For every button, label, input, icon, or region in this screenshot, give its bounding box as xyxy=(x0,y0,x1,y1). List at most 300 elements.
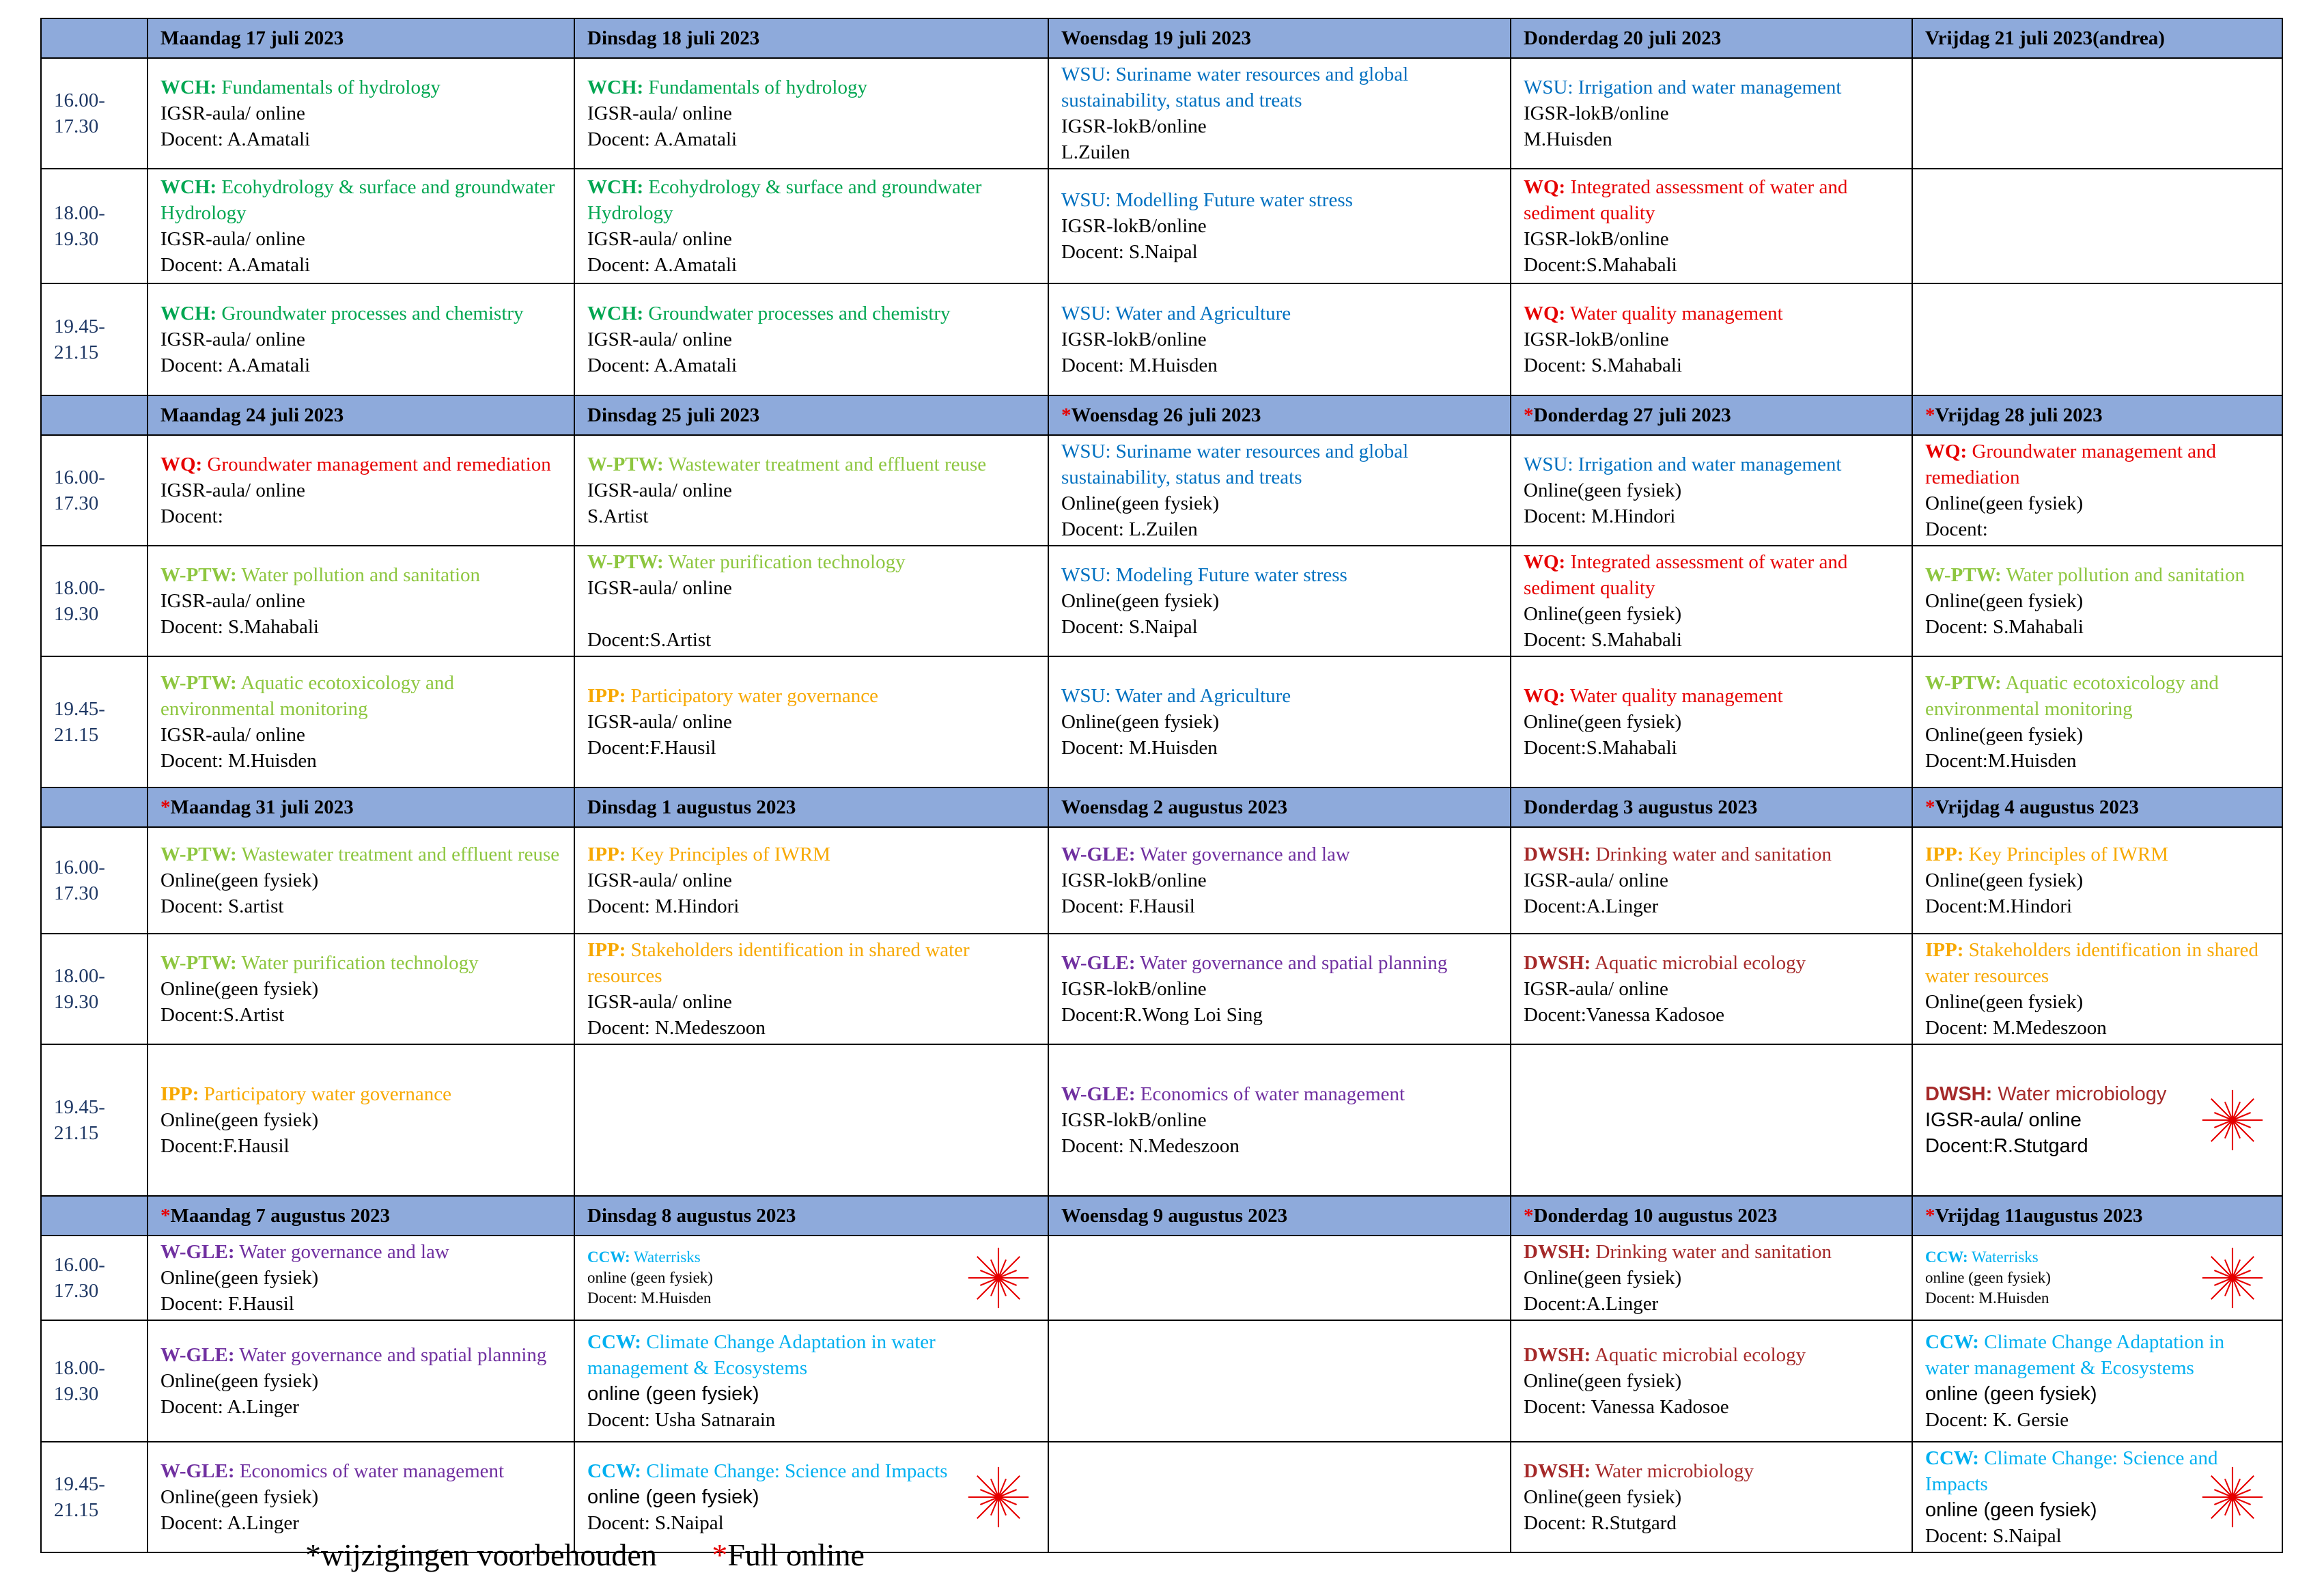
course-code: WQ: xyxy=(1524,685,1566,707)
time-slot-text: 18.00- xyxy=(54,202,105,224)
course-location: IGSR-aula/ online xyxy=(160,590,305,612)
time-slot-text: 16.00- xyxy=(54,466,105,488)
course-title-line xyxy=(1524,950,1899,976)
course-location: IGSR-aula/ online xyxy=(1524,869,1668,891)
course-cell-wednesday xyxy=(1048,1044,1511,1196)
time-slot-cell xyxy=(41,283,148,395)
spacer xyxy=(587,601,1035,627)
course-location: IGSR-lokB/online xyxy=(1061,215,1207,237)
course-cell-friday xyxy=(1912,827,2282,934)
course-docent: Docent: Usha Satnarain xyxy=(587,1409,776,1431)
time-slot-text: 16.00- xyxy=(54,1254,105,1276)
day-label: Woensdag 9 augustus 2023 xyxy=(1061,1205,1288,1227)
course-location: Online(geen fysiek) xyxy=(160,1370,319,1392)
course-cell-wednesday xyxy=(1048,934,1511,1044)
footnote-star: * xyxy=(712,1537,728,1572)
course-location: online (geen fysiek) xyxy=(1925,1499,2097,1521)
course-title-line xyxy=(1524,1239,1899,1265)
course-entry xyxy=(160,451,561,529)
course-location: IGSR-aula/ online xyxy=(587,102,732,124)
day-label: Woensdag 19 juli 2023 xyxy=(1061,27,1251,49)
course-cell-monday xyxy=(148,58,574,169)
day-header-friday xyxy=(1912,395,2282,435)
course-entry xyxy=(1061,950,1498,1028)
course-entry xyxy=(1524,74,1899,152)
day-header-monday xyxy=(148,18,574,58)
course-entry xyxy=(1925,937,2269,1041)
course-location: IGSR-lokB/online xyxy=(1061,869,1207,891)
course-title: WSU: Modeling Future water stress xyxy=(1061,564,1347,586)
course-docent: Docent:A.Linger xyxy=(1524,1293,1659,1315)
course-title: WSU: Modelling Future water stress xyxy=(1061,189,1353,211)
course-cell-monday xyxy=(148,1320,574,1442)
course-title-line xyxy=(160,562,561,588)
course-docent: Docent:S.Mahabali xyxy=(1524,737,1677,759)
course-location: Online(geen fysiek) xyxy=(160,1109,319,1131)
course-docent: Docent: A.Amatali xyxy=(160,254,311,276)
footnote xyxy=(305,1537,865,1573)
course-cell-friday xyxy=(1912,934,2282,1044)
course-code: W-GLE: xyxy=(1061,952,1136,974)
course-location: Online(geen fysiek) xyxy=(1061,492,1220,514)
course-location: IGSR-aula/ online xyxy=(160,329,305,350)
course-title: Waterrisks xyxy=(633,1249,701,1266)
course-title-line xyxy=(1925,937,2269,989)
day-label: Donderdag 20 juli 2023 xyxy=(1524,27,1722,49)
course-cell-tuesday xyxy=(574,546,1048,656)
course-entry xyxy=(1061,187,1498,265)
course-cell-thursday xyxy=(1511,546,1912,656)
time-slot-cell xyxy=(41,1320,148,1442)
time-slot-cell xyxy=(41,934,148,1044)
day-label: Vrijdag 11augustus 2023 xyxy=(1935,1205,2143,1227)
day-header-friday xyxy=(1912,787,2282,827)
day-header-tuesday xyxy=(574,18,1048,58)
course-location: online (geen fysiek) xyxy=(587,1383,759,1405)
course-code: CCW: xyxy=(587,1460,641,1482)
course-title: Integrated assessment of water and sediment quality xyxy=(1524,176,1848,224)
course-docent: Docent: M.Huisden xyxy=(587,1289,712,1307)
course-code: W-PTW: xyxy=(587,454,664,475)
course-code: W-GLE: xyxy=(160,1241,235,1263)
course-entry xyxy=(1925,562,2269,640)
course-docent: Docent: R.Stutgard xyxy=(1524,1512,1677,1534)
week-2-slot-2-row xyxy=(41,546,2282,656)
course-location: IGSR-aula/ online xyxy=(587,329,732,350)
course-location: Online(geen fysiek) xyxy=(1925,590,2084,612)
time-slot-cell xyxy=(41,656,148,787)
course-cell-friday xyxy=(1912,546,2282,656)
course-entry xyxy=(1925,670,2269,774)
time-slot-cell xyxy=(41,58,148,169)
course-location: online (geen fysiek) xyxy=(1925,1269,2051,1286)
course-location: IGSR-aula/ online xyxy=(160,479,305,501)
footnote-online: Full online xyxy=(727,1537,865,1572)
course-title: WSU: Irrigation and water management xyxy=(1524,76,1842,98)
course-docent: Docent: S.Naipal xyxy=(587,1512,724,1534)
course-location: IGSR-aula/ online xyxy=(587,869,732,891)
course-location: IGSR-lokB/online xyxy=(1524,102,1669,124)
day-label: Maandag 7 augustus 2023 xyxy=(170,1205,390,1227)
empty-cell-wednesday xyxy=(1048,1236,1511,1320)
course-docent: Docent: M.Huisden xyxy=(1061,354,1218,376)
course-location: Online(geen fysiek) xyxy=(1925,492,2084,514)
course-title: Participatory water governance xyxy=(204,1083,451,1105)
course-code: IPP: xyxy=(1925,939,1964,961)
empty-cell-wednesday xyxy=(1048,1320,1511,1442)
course-title: Participatory water governance xyxy=(630,685,878,707)
course-entry xyxy=(160,174,561,278)
course-cell-thursday xyxy=(1511,283,1912,395)
day-header-monday xyxy=(148,395,574,435)
course-code: CCW: xyxy=(1925,1249,1968,1266)
course-title-line xyxy=(1524,1342,1899,1368)
day-header-friday xyxy=(1912,1196,2282,1236)
day-header-monday xyxy=(148,787,574,827)
week-1-slot-1-row xyxy=(41,58,2282,169)
time-header-cell xyxy=(41,395,148,435)
course-location: Online(geen fysiek) xyxy=(160,978,319,1000)
course-title: Aquatic microbial ecology xyxy=(1594,952,1806,974)
course-title: Water quality management xyxy=(1569,685,1783,707)
course-cell-wednesday xyxy=(1048,546,1511,656)
empty-cell-thursday xyxy=(1511,1044,1912,1196)
time-slot-text: 18.00- xyxy=(54,1357,105,1379)
course-cell-tuesday xyxy=(574,435,1048,546)
day-label: Donderdag 10 augustus 2023 xyxy=(1533,1205,1778,1227)
week-1-header-row xyxy=(41,18,2282,58)
course-cell-friday xyxy=(1912,1044,2282,1196)
course-cell-friday xyxy=(1912,1236,2282,1320)
course-docent: Docent:S.Mahabali xyxy=(1524,254,1677,276)
course-title-line xyxy=(160,1342,561,1368)
course-cell-tuesday xyxy=(574,58,1048,169)
course-code: DWSH: xyxy=(1524,1241,1591,1263)
course-title-line xyxy=(1524,451,1899,477)
course-docent: Docent:M.Huisden xyxy=(1925,750,2077,772)
course-cell-tuesday xyxy=(574,1442,1048,1552)
course-location: IGSR-aula/ online xyxy=(587,577,732,599)
course-cell-thursday xyxy=(1511,934,1912,1044)
course-title-line xyxy=(1524,174,1899,226)
course-title: Water microbiology xyxy=(1595,1460,1754,1482)
course-entry xyxy=(160,670,561,774)
course-title: Climate Change Adaptation in water management & Ecosystems xyxy=(1925,1331,2225,1379)
course-entry xyxy=(587,301,1035,378)
course-location: IGSR-lokB/online xyxy=(1061,329,1207,350)
empty-cell-friday xyxy=(1912,283,2282,395)
course-cell-thursday xyxy=(1511,1320,1912,1442)
course-code: DWSH: xyxy=(1524,843,1591,865)
week-1-slot-2-row xyxy=(41,169,2282,283)
course-title: Groundwater processes and chemistry xyxy=(221,303,524,324)
course-code: W-PTW: xyxy=(160,564,237,586)
full-online-star-icon xyxy=(2200,1087,2265,1153)
full-online-marker: * xyxy=(1524,1205,1534,1227)
course-title-line xyxy=(1061,950,1498,976)
course-cell-friday xyxy=(1912,1320,2282,1442)
course-title: Water governance and spatial planning xyxy=(1140,952,1448,974)
day-header-monday xyxy=(148,1196,574,1236)
course-title-line xyxy=(1524,841,1899,867)
course-location: online (geen fysiek) xyxy=(1925,1383,2097,1405)
empty-cell-wednesday xyxy=(1048,1442,1511,1552)
course-docent: Docent: A.Amatali xyxy=(587,254,738,276)
course-entry xyxy=(1925,1081,2269,1159)
course-location: Online(geen fysiek) xyxy=(1061,711,1220,733)
course-location: online (geen fysiek) xyxy=(587,1486,759,1508)
course-entry xyxy=(1524,1458,1899,1536)
course-code: WQ: xyxy=(1524,176,1566,198)
day-label: Woensdag 26 juli 2023 xyxy=(1071,404,1261,426)
course-location: online (geen fysiek) xyxy=(587,1269,713,1286)
course-entry xyxy=(160,74,561,152)
full-online-marker: * xyxy=(1061,404,1072,426)
course-location: IGSR-aula/ online xyxy=(160,102,305,124)
full-online-marker: * xyxy=(1524,404,1534,426)
course-cell-monday xyxy=(148,546,574,656)
time-slot-cell xyxy=(41,1236,148,1320)
course-entry xyxy=(587,1247,1035,1309)
course-docent: Docent: A.Amatali xyxy=(160,128,311,150)
course-title-line xyxy=(1524,683,1899,709)
course-location: Online(geen fysiek) xyxy=(1524,711,1682,733)
course-entry xyxy=(1925,841,2269,919)
course-location: IGSR-lokB/online xyxy=(1524,228,1669,250)
course-docent: Docent: K. Gersie xyxy=(1925,1409,2069,1431)
week-4-slot-3-row xyxy=(41,1442,2282,1552)
time-slot-text: 17.30 xyxy=(54,115,99,137)
week-4-slot-1-row xyxy=(41,1236,2282,1320)
course-entry xyxy=(160,1458,561,1536)
course-title-line xyxy=(587,174,1035,226)
course-entry xyxy=(1524,683,1899,761)
course-title: Key Principles of IWRM xyxy=(1968,843,2168,865)
course-code: WQ: xyxy=(160,454,203,475)
course-title: Water pollution and sanitation xyxy=(241,564,481,586)
time-slot-text: 17.30 xyxy=(54,882,99,904)
course-title: Fundamentals of hydrology xyxy=(648,76,867,98)
course-cell-thursday xyxy=(1511,169,1912,283)
course-title: Climate Change: Science and Impacts xyxy=(646,1460,948,1482)
full-online-star-icon xyxy=(2200,1245,2265,1311)
course-title: Groundwater processes and chemistry xyxy=(648,303,951,324)
course-title-line xyxy=(1061,683,1498,709)
course-cell-monday xyxy=(148,283,574,395)
course-entry xyxy=(587,1458,1035,1536)
course-title-line xyxy=(160,1081,561,1107)
course-code: IPP: xyxy=(587,843,626,865)
course-docent: Docent: M.Huisden xyxy=(1925,1289,2049,1307)
time-slot-text: 21.15 xyxy=(54,1122,99,1144)
course-code: WCH: xyxy=(160,76,217,98)
course-title-line xyxy=(1524,74,1899,100)
course-code: CCW: xyxy=(1925,1331,1979,1353)
day-header-tuesday xyxy=(574,787,1048,827)
course-cell-thursday xyxy=(1511,827,1912,934)
empty-cell-friday xyxy=(1912,58,2282,169)
course-title: Ecohydrology & surface and groundwater Hydrology xyxy=(160,176,555,224)
course-code: W-GLE: xyxy=(160,1344,235,1366)
course-entry xyxy=(1524,841,1899,919)
full-online-marker: * xyxy=(160,796,171,818)
course-title: Groundwater management and remediation xyxy=(1925,441,2216,488)
course-title-line xyxy=(1925,438,2269,490)
week-3-slot-1-row xyxy=(41,827,2282,934)
course-code: W-PTW: xyxy=(160,843,237,865)
full-online-marker: * xyxy=(160,1205,171,1227)
course-entry xyxy=(160,562,561,640)
course-docent: Docent: S.Mahabali xyxy=(1524,354,1682,376)
course-code: W-GLE: xyxy=(1061,1083,1136,1105)
course-docent: Docent: L.Zuilen xyxy=(1061,518,1198,540)
day-header-wednesday xyxy=(1048,787,1511,827)
course-entry xyxy=(587,841,1035,919)
time-slot-text: 19.45- xyxy=(54,1473,105,1495)
course-location: IGSR-aula/ online xyxy=(1524,978,1668,1000)
course-cell-tuesday xyxy=(574,934,1048,1044)
course-title: Water governance and law xyxy=(239,1241,449,1263)
course-title: Water governance and spatial planning xyxy=(239,1344,547,1366)
course-title: Economics of water management xyxy=(1140,1083,1405,1105)
course-docent: Docent: S.Mahabali xyxy=(1925,616,2084,638)
course-entry xyxy=(1061,683,1498,761)
day-label: Woensdag 2 augustus 2023 xyxy=(1061,796,1288,818)
course-code: WCH: xyxy=(587,176,644,198)
course-cell-monday xyxy=(148,435,574,546)
time-slot-text: 19.45- xyxy=(54,698,105,720)
course-title-line xyxy=(1061,841,1498,867)
course-docent: Docent:S.Artist xyxy=(160,1004,285,1026)
course-docent: Docent: M.Huisden xyxy=(1061,737,1218,759)
time-slot-cell xyxy=(41,546,148,656)
course-title-line xyxy=(160,841,561,867)
course-entry xyxy=(1524,301,1899,378)
week-2-slot-1-row xyxy=(41,435,2282,546)
course-code: WCH: xyxy=(160,176,217,198)
course-title: Drinking water and sanitation xyxy=(1595,843,1832,865)
course-docent: Docent: xyxy=(1925,518,1988,540)
time-slot-text: 19.30 xyxy=(54,991,99,1013)
course-title: Drinking water and sanitation xyxy=(1595,1241,1832,1263)
course-entry xyxy=(1061,841,1498,919)
course-entry xyxy=(1925,1247,2269,1309)
day-header-thursday xyxy=(1511,787,1912,827)
day-label: Donderdag 3 augustus 2023 xyxy=(1524,796,1758,818)
course-entry xyxy=(1524,1239,1899,1317)
course-docent: Docent: A.Linger xyxy=(160,1396,299,1418)
course-code: IPP: xyxy=(587,685,626,707)
course-title-line xyxy=(1061,438,1498,490)
course-location: Online(geen fysiek) xyxy=(160,1267,319,1289)
course-docent: Docent: S.Naipal xyxy=(1925,1525,2062,1547)
course-title: Water purification technology xyxy=(668,551,906,573)
empty-cell-friday xyxy=(1912,169,2282,283)
course-cell-monday xyxy=(148,1044,574,1196)
full-online-marker: * xyxy=(1925,796,1935,818)
course-entry xyxy=(1524,1342,1899,1420)
course-code: W-PTW: xyxy=(1925,672,2002,694)
course-title-line xyxy=(160,670,561,722)
course-title-line xyxy=(587,683,1035,709)
course-entry xyxy=(1524,950,1899,1028)
course-location: IGSR-aula/ online xyxy=(587,711,732,733)
day-header-tuesday xyxy=(574,395,1048,435)
course-cell-friday xyxy=(1912,435,2282,546)
course-title-line xyxy=(1925,1329,2269,1381)
course-entry xyxy=(587,683,1035,761)
course-code: CCW: xyxy=(587,1331,641,1353)
time-header-cell xyxy=(41,787,148,827)
time-slot-text: 19.45- xyxy=(54,1096,105,1118)
course-entry xyxy=(587,549,1035,653)
time-slot-cell xyxy=(41,827,148,934)
course-title-line xyxy=(1061,301,1498,326)
course-entry xyxy=(160,1081,561,1159)
course-entry xyxy=(1925,438,2269,542)
course-title-line xyxy=(160,174,561,226)
course-title: WSU: Suriname water resources and global sustainability, status and treats xyxy=(1061,441,1409,488)
full-online-marker: * xyxy=(1925,404,1935,426)
course-code: WCH: xyxy=(587,76,644,98)
course-code: DWSH: xyxy=(1925,1083,1993,1105)
course-title: Fundamentals of hydrology xyxy=(221,76,440,98)
course-cell-friday xyxy=(1912,1442,2282,1552)
course-title-line xyxy=(160,1458,561,1484)
course-cell-thursday xyxy=(1511,656,1912,787)
course-title: WSU: Water and Agriculture xyxy=(1061,685,1291,707)
course-code: W-GLE: xyxy=(1061,843,1136,865)
day-header-thursday xyxy=(1511,395,1912,435)
day-label: Donderdag 27 juli 2023 xyxy=(1533,404,1731,426)
course-title: Aquatic microbial ecology xyxy=(1594,1344,1806,1366)
course-cell-tuesday xyxy=(574,1320,1048,1442)
course-code: IPP: xyxy=(160,1083,199,1105)
day-label: Dinsdag 25 juli 2023 xyxy=(587,404,760,426)
course-docent: Docent: S.artist xyxy=(160,895,284,917)
time-slot-text: 19.30 xyxy=(54,1383,99,1405)
course-docent: Docent: M.Hindori xyxy=(587,895,740,917)
course-location: IGSR-lokB/online xyxy=(1061,115,1207,137)
full-online-star-icon xyxy=(966,1245,1031,1311)
course-title: Key Principles of IWRM xyxy=(630,843,830,865)
course-title: Ecohydrology & surface and groundwater Hydrology xyxy=(587,176,982,224)
course-cell-wednesday xyxy=(1048,283,1511,395)
course-title: WSU: Suriname water resources and global sustainability, status and treats xyxy=(1061,64,1409,111)
course-title: Water quality management xyxy=(1569,303,1783,324)
course-code: WCH: xyxy=(160,303,217,324)
course-docent: Docent: A.Linger xyxy=(160,1512,299,1534)
course-docent: Docent:Vanessa Kadosoe xyxy=(1524,1004,1724,1026)
course-cell-monday xyxy=(148,1236,574,1320)
day-header-wednesday xyxy=(1048,18,1511,58)
course-entry xyxy=(1925,1445,2269,1549)
course-location: IGSR-aula/ online xyxy=(1925,1109,2082,1131)
course-title: WSU: Irrigation and water management xyxy=(1524,454,1842,475)
course-docent: Docent: S.Mahabali xyxy=(160,616,319,638)
course-docent: S.Artist xyxy=(587,505,649,527)
time-slot-text: 19.30 xyxy=(54,228,99,250)
course-cell-wednesday xyxy=(1048,58,1511,169)
course-location: Online(geen fysiek) xyxy=(1524,1267,1682,1289)
course-location: Online(geen fysiek) xyxy=(1524,1370,1682,1392)
course-entry xyxy=(587,451,1035,529)
course-docent: Docent: M.Medeszoon xyxy=(1925,1017,2107,1039)
course-location: Online(geen fysiek) xyxy=(1925,869,2084,891)
course-location: Online(geen fysiek) xyxy=(1925,724,2084,746)
footnote-changes: *wijzigingen voorbehouden xyxy=(305,1537,657,1572)
course-cell-thursday xyxy=(1511,435,1912,546)
